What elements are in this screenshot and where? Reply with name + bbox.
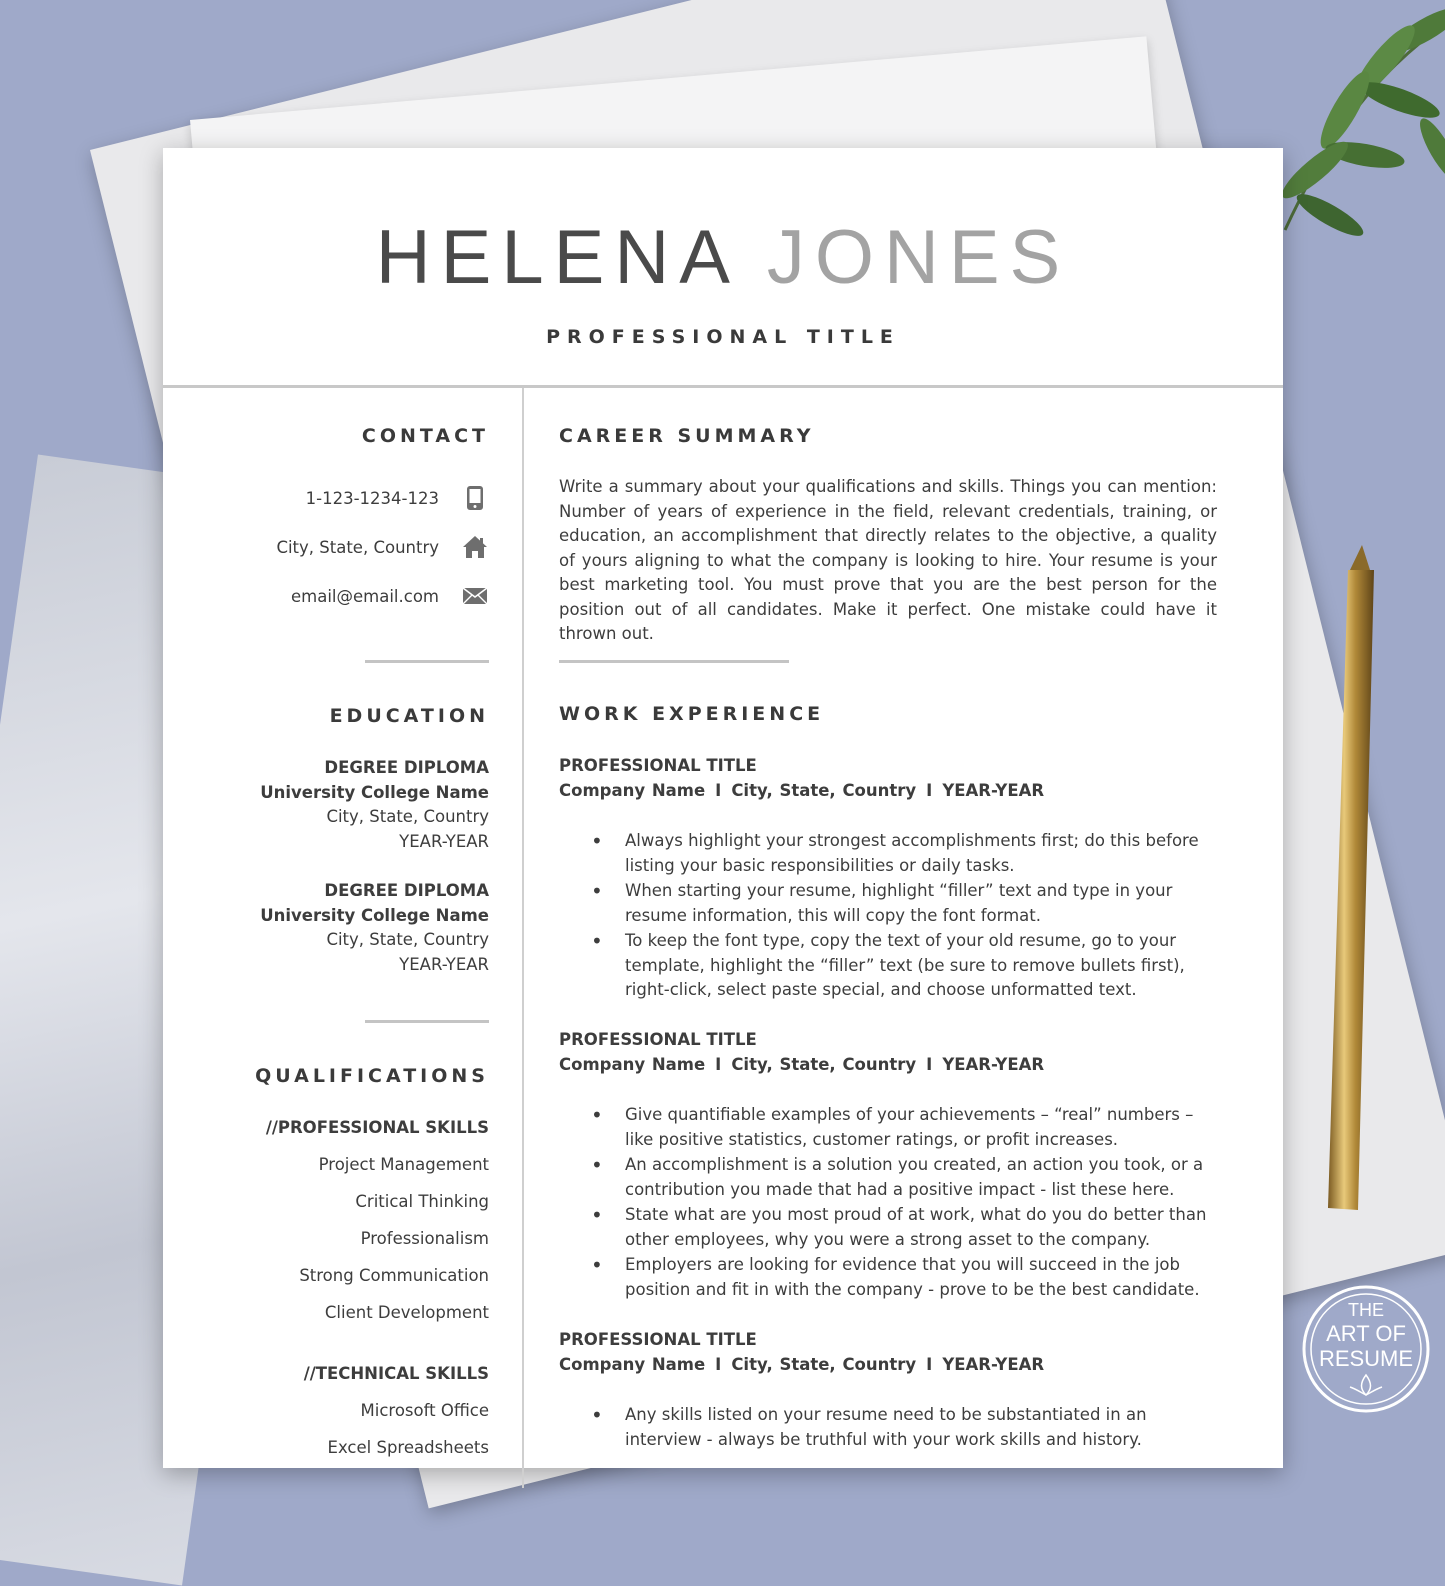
education-entry xyxy=(260,756,489,854)
job-title: PROFESSIONAL TITLE xyxy=(559,1330,757,1349)
company-name: Company Name xyxy=(559,1354,706,1374)
degree: DEGREE DIPLOMA xyxy=(324,758,489,777)
education-years: YEAR-YEAR xyxy=(399,954,489,974)
job-bullets xyxy=(559,829,1217,1003)
job-entry xyxy=(559,754,1217,1004)
job-bullet: • Any skills listed on your resume need to be substantiated in an interview - always be truthful with your work skills and history. xyxy=(625,1403,1217,1452)
art-of-resume-logo xyxy=(1300,1283,1432,1415)
candidate-name xyxy=(163,215,1283,300)
career-summary-heading: CAREER SUMMARY xyxy=(559,425,815,447)
work-experience-heading: WORK EXPERIENCE xyxy=(559,703,825,725)
left-divider xyxy=(365,1020,489,1023)
school-name: University College Name xyxy=(260,905,489,925)
job-bullets xyxy=(559,1103,1217,1302)
company-name: Company Name xyxy=(559,1054,706,1074)
logo-text-line1: THE xyxy=(1348,1300,1384,1320)
education-entry xyxy=(260,879,489,977)
envelope-icon xyxy=(461,582,489,610)
job-meta xyxy=(559,1053,1217,1078)
job-location: City, State, Country xyxy=(731,780,917,800)
job-title: PROFESSIONAL TITLE xyxy=(559,1030,757,1049)
contact-email: email@email.com xyxy=(291,586,439,606)
job-meta xyxy=(559,779,1217,804)
job-location: City, State, Country xyxy=(731,1054,917,1074)
contact-heading: CONTACT xyxy=(361,425,489,447)
job-bullet: • Always highlight your strongest accomplishments first; do this before listing your basic responsibilities or daily tasks. xyxy=(625,829,1217,878)
degree: DEGREE DIPLOMA xyxy=(324,881,489,900)
contact-location: City, State, Country xyxy=(276,537,439,557)
job-bullet: • When starting your resume, highlight “filler” text and type in your resume information, this will copy the font format. xyxy=(625,879,1217,928)
job-bullet: • State what are you most proud of at work, what do you do better than other employees, why you were a strong asset to the company. xyxy=(625,1203,1217,1252)
first-name: HELENA xyxy=(375,215,736,300)
job-years: YEAR-YEAR xyxy=(942,780,1045,800)
job-entry xyxy=(559,1028,1217,1303)
job-bullet: • To keep the font type, copy the text of your old resume, go to your template, highlight the “filler” text (be sure to remove bullets first), right-click, select paste special, and choose unformatted text. xyxy=(625,929,1217,1003)
job-bullet: • An accomplishment is a solution you created, an action you took, or a contribution you made that had a positive impact - list these here. xyxy=(625,1153,1217,1202)
right-divider xyxy=(559,660,789,663)
job-location: City, State, Country xyxy=(731,1354,917,1374)
professional-skills-heading: //PROFESSIONAL SKILLS xyxy=(265,1118,489,1137)
school-location: City, State, Country xyxy=(326,807,489,826)
job-bullet: • Give quantifiable examples of your achievements – “real” numbers – like positive statistics, customer ratings, or profit increases. xyxy=(625,1103,1217,1152)
professional-title: PROFESSIONAL TITLE xyxy=(546,326,900,348)
meta-separator: I xyxy=(715,1354,722,1374)
logo-text-line2: ART OF xyxy=(1326,1321,1406,1346)
contact-email-row xyxy=(291,581,489,611)
column-divider xyxy=(522,388,524,1488)
meta-separator: I xyxy=(926,1354,933,1374)
job-years: YEAR-YEAR xyxy=(942,1054,1045,1074)
contact-phone-row xyxy=(306,483,489,513)
last-name: JONES xyxy=(766,215,1071,300)
technical-skills-heading: //TECHNICAL SKILLS xyxy=(303,1364,489,1383)
career-summary-text: Write a summary about your qualifications and skills. Things you can mention: Number of years of experience in the field, relevant credentials, training, or education, an accomplishment that directly relates to the objective, a quality of yours aligning to what the company is looking to hire. Your resume is your best marketing tool. You must prove that you are the best person for the position out of all candidates. Make it perfect. One mistake could have it thrown out. xyxy=(559,477,1217,643)
contact-phone: 1-123-1234-123 xyxy=(305,488,439,508)
meta-separator: I xyxy=(926,1054,933,1074)
meta-separator: I xyxy=(715,780,722,800)
contact-location-row xyxy=(276,532,489,562)
job-years: YEAR-YEAR xyxy=(942,1354,1045,1374)
skill-item: Critical Thinking xyxy=(355,1192,489,1211)
job-meta xyxy=(559,1353,1217,1378)
gold-pen-decoration xyxy=(1300,540,1410,1240)
resume-page xyxy=(163,148,1283,1468)
mobile-phone-icon xyxy=(461,484,489,512)
education-years: YEAR-YEAR xyxy=(399,831,489,851)
school-name: University College Name xyxy=(260,782,489,802)
skill-item: Strong Communication xyxy=(299,1266,489,1285)
meta-separator: I xyxy=(926,780,933,800)
job-bullet: • Employers are looking for evidence that you will succeed in the job position and fit in with the company - prove to be the best candidate. xyxy=(625,1253,1217,1302)
home-icon xyxy=(461,533,489,561)
skill-item: Project Management xyxy=(318,1155,489,1174)
job-title: PROFESSIONAL TITLE xyxy=(559,756,757,775)
meta-separator: I xyxy=(715,1054,722,1074)
header-divider xyxy=(163,385,1283,388)
company-name: Company Name xyxy=(559,780,706,800)
skill-item: Excel Spreadsheets xyxy=(327,1438,489,1457)
skill-item: Client Development xyxy=(324,1303,489,1322)
logo-text-line3: RESUME xyxy=(1318,1346,1414,1371)
school-location: City, State, Country xyxy=(326,930,489,949)
job-entry xyxy=(559,1328,1217,1453)
skill-item: Microsoft Office xyxy=(360,1401,489,1420)
qualifications-heading: QUALIFICATIONS xyxy=(255,1065,489,1087)
education-heading: EDUCATION xyxy=(329,705,489,727)
skill-item: Professionalism xyxy=(360,1229,489,1248)
left-divider xyxy=(365,660,489,663)
